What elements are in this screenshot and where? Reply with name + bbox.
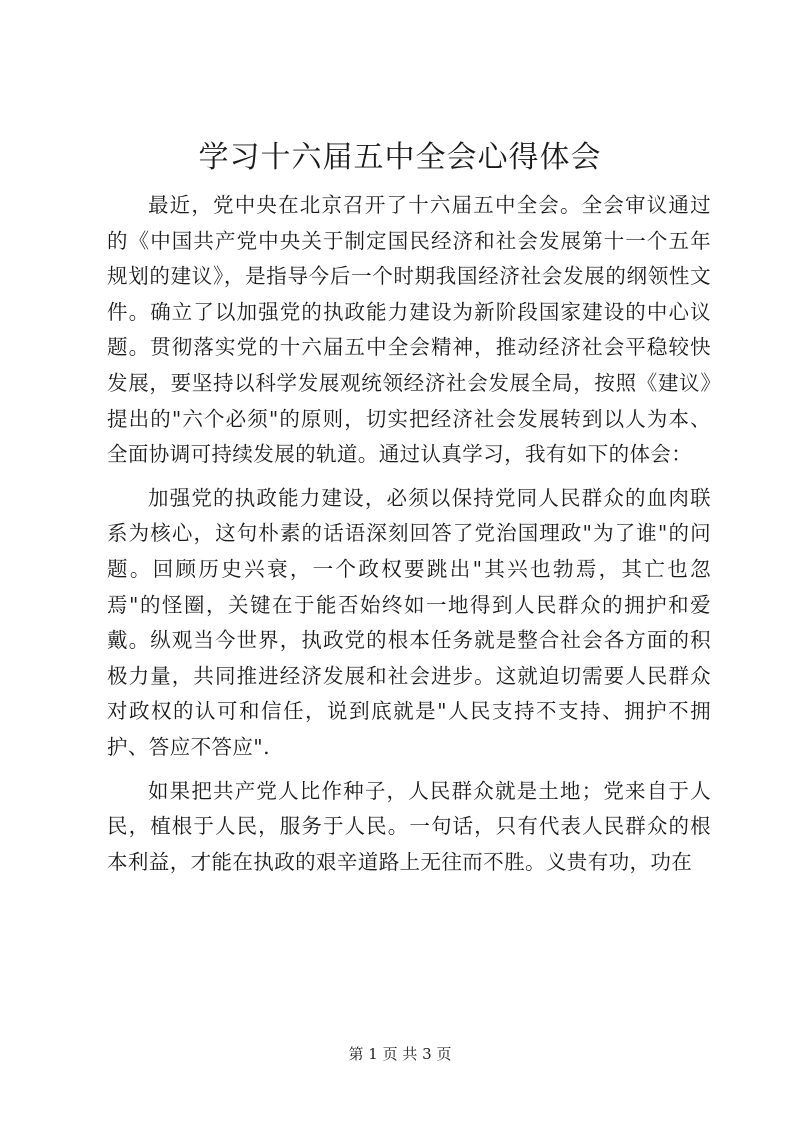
page-number-footer: 第 1 页 共 3 页 <box>348 1045 452 1063</box>
paragraph-seed-soil: 如果把共产党人比作种子，人民群众就是土地；党来自于人民，植根于人民，服务于人民。一句话，只有代表人民群众的根本利益，才能在执政的艰辛道路上无往而不胜。义贵有功，功在 <box>107 778 711 874</box>
paragraph-mass-line: 加强党的执政能力建设，必须以保持党同人民群众的血肉联系为核心，这句朴素的话语深刻回答了党治国理政"为了谁"的问题。回顾历史兴衰，一个政权要跳出"其兴也勃焉，其亡也忽焉"的怪圈，关键在于能否始终如一地得到人民群众的拥护和爱戴。纵观当今世界，执政党的根本任务就是整合社会各方面的积极力量，共同推进经济发展和社会进步。这就迫切需要人民群众对政权的认可和信任，说到底就是"人民支持不支持、拥护不拥护、答应不答应". <box>107 485 711 759</box>
document-body <box>107 188 711 888</box>
page-title: 学习十六届五中全会心得体会 <box>198 140 602 175</box>
paragraph-intro: 最近，党中央在北京召开了十六届五中全会。全会审议通过的《中国共产党中央关于制定国民经济和社会发展第十一个五年规划的建议》，是指导今后一个时期我国经济社会发展的纲领性文件。确立了以加强党的执政能力建设为新阶段国家建设的中心议题。贯彻落实党的十六届五中全会精神，推动经济社会平稳较快发展，要坚持以科学发展观统领经济社会发展全局，按照《建议》提出的"六个必须"的原则，切实把经济社会发展转到以人为本、全面协调可持续发展的轨道。通过认真学习，我有如下的体会： <box>107 193 711 467</box>
